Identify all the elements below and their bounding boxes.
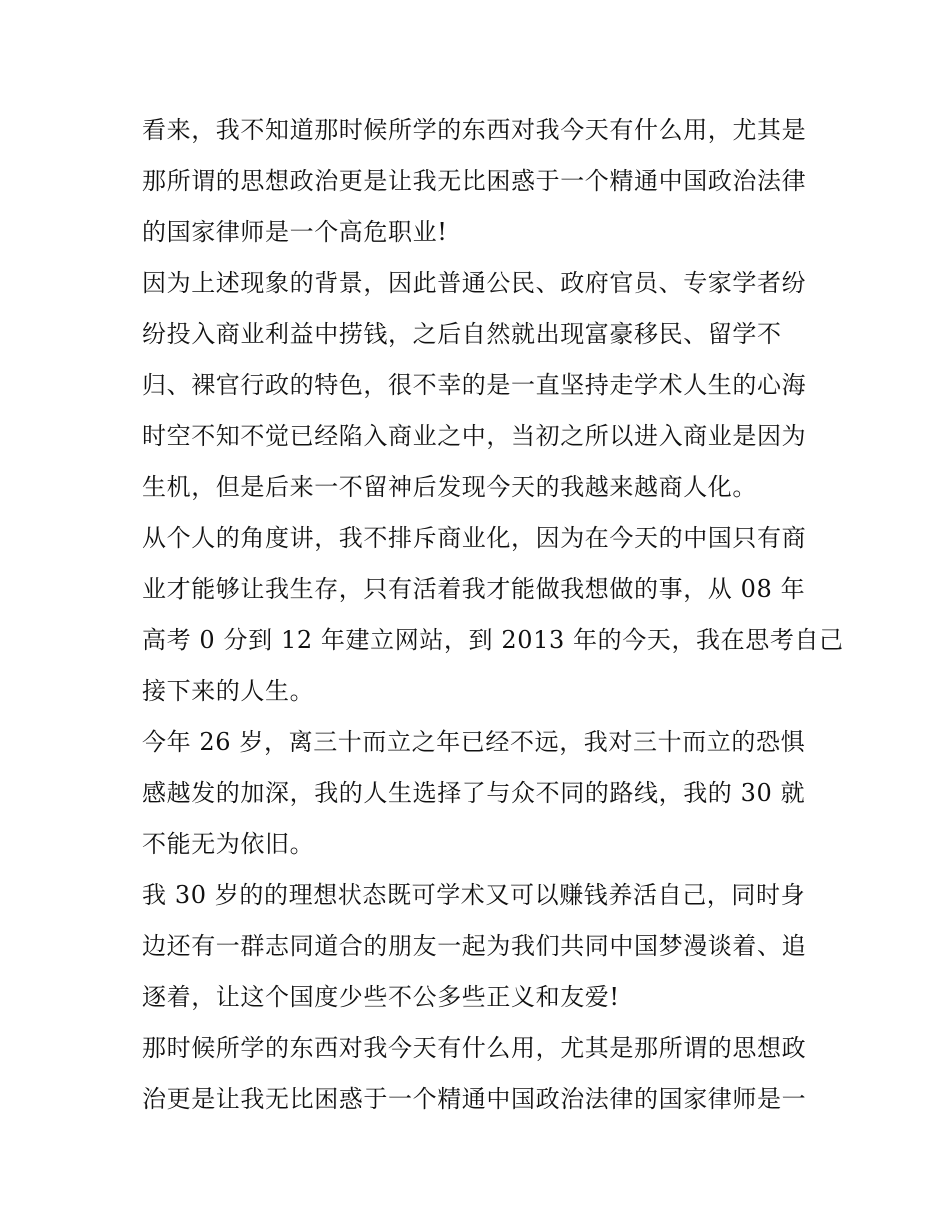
text-line: 时空不知不觉已经陷入商业之中，当初之所以进入商业是因为 xyxy=(142,422,807,450)
text-line: 逐着，让这个国度少些不公多些正义和友爱! xyxy=(142,983,620,1011)
text-line: 我 30 岁的的理想状态既可学术又可以赚钱养活自己，同时身 xyxy=(142,881,806,909)
text-line: 今年 26 岁，离三十而立之年已经不远，我对三十而立的恐惧 xyxy=(142,728,806,756)
document-body xyxy=(142,105,844,1125)
text-line: 业才能够让我生存，只有活着我才能做我想做的事，从 08 年 xyxy=(142,575,806,603)
text-line: 那所谓的思想政治更是让我无比困惑于一个精通中国政治法律 xyxy=(142,167,807,195)
text-line: 从个人的角度讲，我不排斥商业化，因为在今天的中国只有商 xyxy=(142,524,807,552)
text-line: 不能无为依旧。 xyxy=(142,830,315,858)
text-line: 生机，但是后来一不留神后发现今天的我越来越商人化。 xyxy=(142,473,757,501)
text-line: 纷投入商业利益中捞钱，之后自然就出现富豪移民、留学不 xyxy=(142,320,782,348)
text-line: 边还有一群志同道合的朋友一起为我们共同中国梦漫谈着、追 xyxy=(142,932,807,960)
text-line: 治更是让我无比困惑于一个精通中国政治法律的国家律师是一 xyxy=(142,1085,807,1113)
text-line: 那时候所学的东西对我今天有什么用，尤其是那所谓的思想政 xyxy=(142,1034,807,1062)
paragraph-2 xyxy=(142,258,812,513)
text-line: 接下来的人生。 xyxy=(142,677,315,705)
text-line: 看来，我不知道那时候所学的东西对我今天有什么用，尤其是 xyxy=(142,116,807,144)
text-line: 高考 0 分到 12 年建立网站，到 2013 年的今天，我在思考自己 xyxy=(142,626,844,654)
paragraph-6 xyxy=(142,1023,812,1125)
paragraph-1 xyxy=(142,105,812,258)
text-line: 归、裸官行政的特色，很不幸的是一直坚持走学术人生的心海 xyxy=(142,371,807,399)
paragraph-5 xyxy=(142,870,812,1023)
text-line: 感越发的加深，我的人生选择了与众不同的路线，我的 30 就 xyxy=(142,779,806,807)
text-line: 的国家律师是一个高危职业! xyxy=(142,218,448,246)
paragraph-4 xyxy=(142,717,812,870)
text-line: 因为上述现象的背景，因此普通公民、政府官员、专家学者纷 xyxy=(142,269,807,297)
paragraph-3 xyxy=(142,513,844,717)
